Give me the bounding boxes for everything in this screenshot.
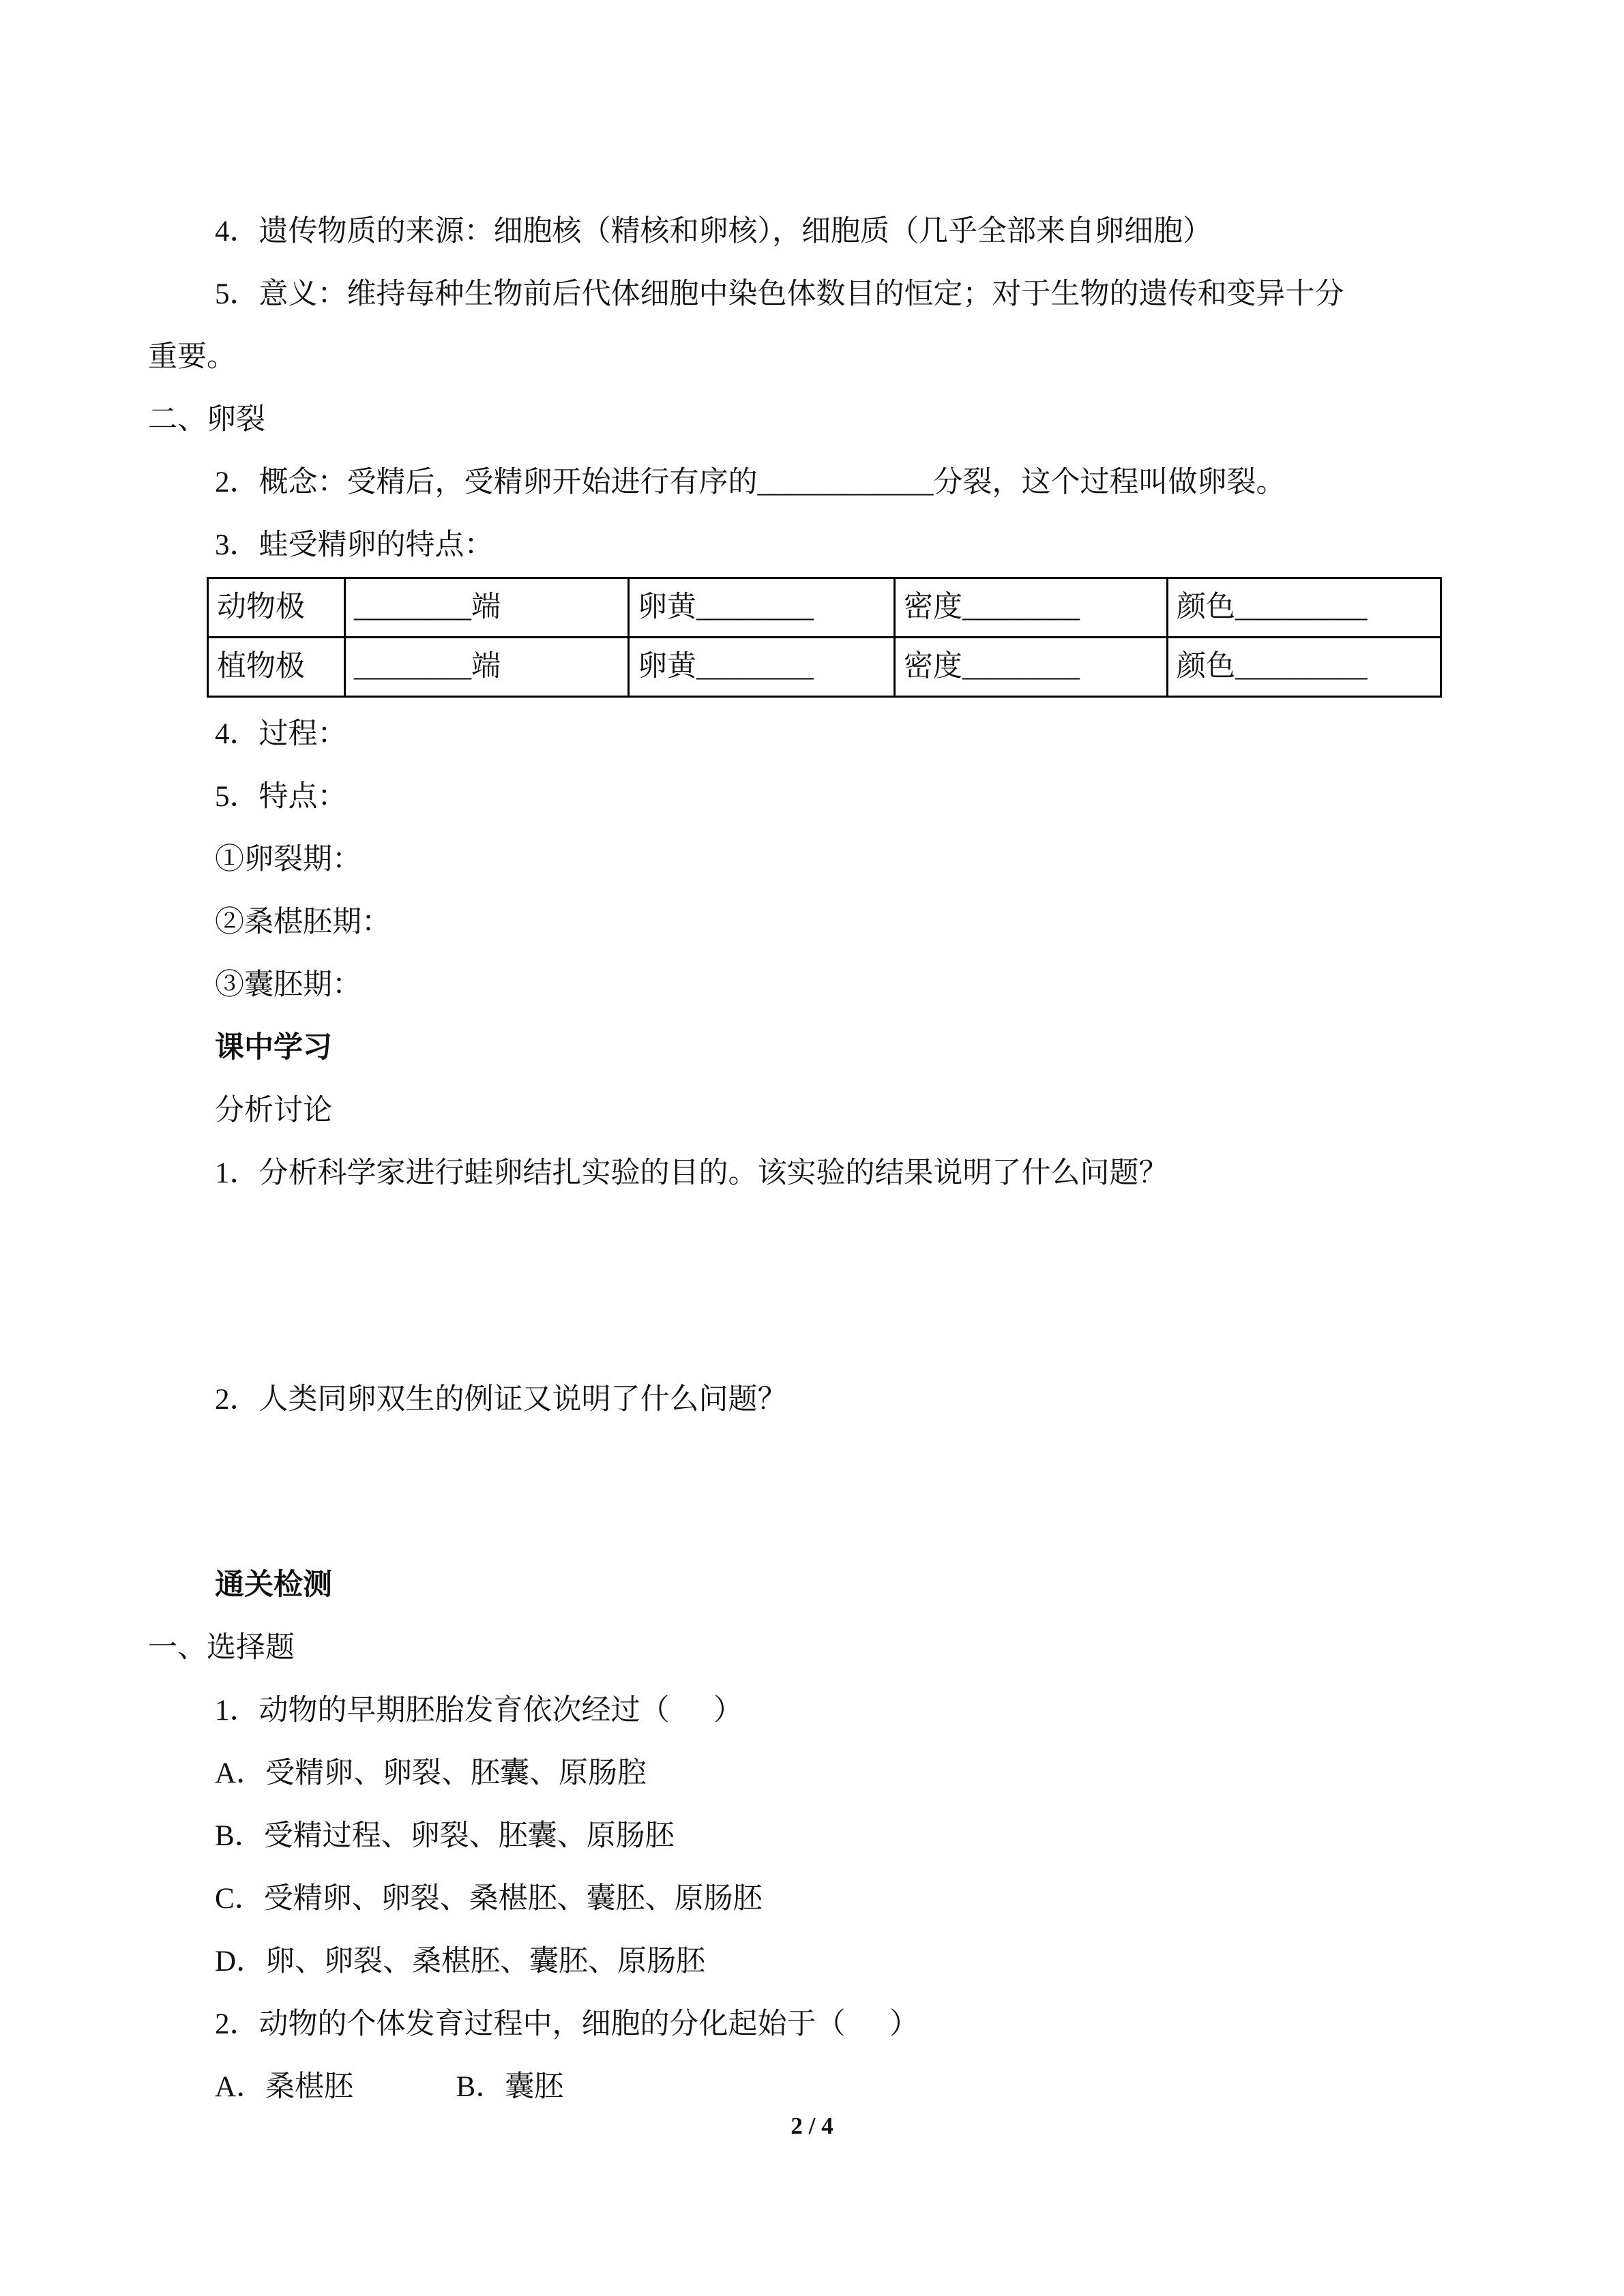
- cell-vegetal-pole-density-blank: 密度________: [895, 638, 1168, 697]
- section-heading-cleavage: 二、卵裂: [148, 404, 265, 436]
- mc-q1-option-a: A．受精卵、卵裂、胚囊、原肠腔: [215, 1757, 647, 1789]
- discussion-question-2: 2．人类同卵双生的例证又说明了什么问题？: [215, 1384, 787, 1416]
- page-number: 2 / 4: [791, 2113, 833, 2139]
- mc-q2-options-ab: A．桑椹胚 B．囊胚: [215, 2071, 564, 2103]
- line-frog-egg-features: 3．蛙受精卵的特点：: [215, 529, 494, 561]
- cell-vegetal-pole-end-blank: ________端: [345, 638, 629, 697]
- mc-q1-option-d: D．卵、卵裂、桑椹胚、囊胚、原肠胚: [215, 1945, 706, 1978]
- mc-q1-option-c: C．受精卵、卵裂、桑椹胚、囊胚、原肠胚: [215, 1883, 763, 1915]
- line-morula-stage: ②桑椹胚期：: [215, 906, 391, 938]
- discussion-question-1: 1．分析科学家进行蛙卵结扎实验的目的。该实验的结果说明了什么问题？: [215, 1157, 1168, 1189]
- frog-egg-feature-table: [207, 577, 1442, 698]
- cell-animal-pole-density-blank: 密度________: [895, 578, 1168, 638]
- line-item-5-continued: 重要。: [148, 341, 236, 373]
- cell-animal-pole-yolk-blank: 卵黄________: [629, 578, 895, 638]
- heading-checkpoint-test: 通关检测: [215, 1569, 332, 1601]
- cell-vegetal-pole-color-blank: 颜色_________: [1168, 638, 1441, 697]
- line-blastula-stage: ③囊胚期：: [215, 969, 361, 1001]
- line-characteristics: 5．特点：: [215, 781, 347, 813]
- cell-animal-pole-color-blank: 颜色_________: [1168, 578, 1441, 638]
- cell-vegetal-pole-label: 植物极: [208, 638, 345, 697]
- cell-animal-pole-end-blank: ________端: [345, 578, 629, 638]
- table-row-vegetal-pole: [208, 638, 1441, 697]
- line-process: 4．过程：: [215, 718, 347, 750]
- section-heading-multiple-choice: 一、选择题: [148, 1632, 295, 1664]
- mc-question-2: 2．动物的个体发育过程中，细胞的分化起始于（ ）: [215, 2008, 919, 2040]
- cell-animal-pole-label: 动物极: [208, 578, 345, 638]
- line-cleavage-stage: ①卵裂期：: [215, 844, 361, 876]
- table-row-animal-pole: [208, 578, 1441, 638]
- heading-in-class-study: 课中学习: [215, 1032, 332, 1064]
- line-item-4-genetic-source: 4．遗传物质的来源：细胞核（精核和卵核），细胞质（几乎全部来自卵细胞）: [215, 215, 1212, 248]
- mc-question-1: 1．动物的早期胚胎发育依次经过（ ）: [215, 1695, 743, 1727]
- line-concept-fill-blank: 2．概念：受精后，受精卵开始进行有序的____________分裂，这个过程叫做卵裂。: [215, 466, 1286, 498]
- mc-q1-option-b: B．受精过程、卵裂、胚囊、原肠胚: [215, 1820, 675, 1852]
- line-item-5-significance: 5．意义：维持每种生物前后代体细胞中染色体数目的恒定；对于生物的遗传和变异十分: [215, 278, 1344, 310]
- line-analysis-discussion: 分析讨论: [215, 1094, 332, 1127]
- cell-vegetal-pole-yolk-blank: 卵黄________: [629, 638, 895, 697]
